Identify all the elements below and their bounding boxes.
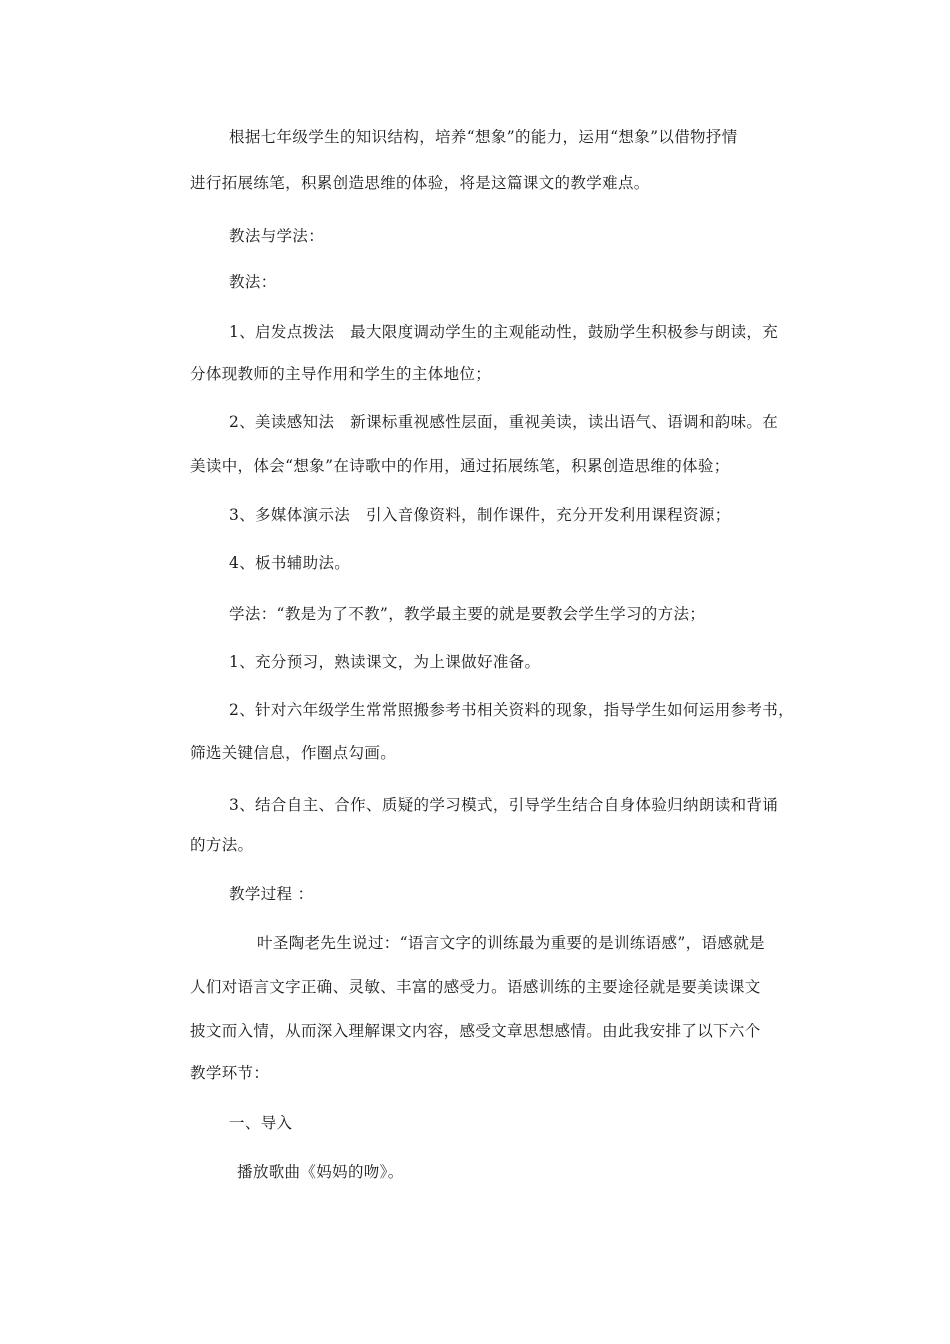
list-item: 4、板书辅助法。 [229,554,351,572]
subsection-heading: 学法：“教是为了不教”，教学最主要的就是要教会学生学习的方法； [229,605,706,623]
paragraph-line: 播放歌曲《妈妈的吻》。 [237,1163,404,1181]
paragraph-line: 人们对语言文字正确、灵敏、丰富的感受力。语感训练的主要途径就是要美读课文 [190,978,761,996]
paragraph-line: 叶圣陶老先生说过：“语言文字的训练最为重要的是训练语感”，语感就是 [257,934,765,952]
paragraph-line: 教学环节： [190,1064,270,1082]
list-item: 2、美读感知法 新课标重视感性层面，重视美读，读出语气、语调和韵味。在 [229,413,779,431]
paragraph-line: 进行拓展练笔，积累创造思维的体验，将是这篇课文的教学难点。 [190,174,650,192]
paragraph-line: 筛选关键信息，作圈点勾画。 [190,744,397,762]
paragraph-line: 披文而入情，从而深入理解课文内容，感受文章思想感情。由此我安排了以下六个 [190,1022,761,1040]
section-heading: 教法与学法： [229,227,325,245]
paragraph-line: 的方法。 [190,836,254,854]
section-heading: 教学过程 ： [229,885,314,903]
paragraph-line: 根据七年级学生的知识结构，培养“想象”的能力，运用“想象”以借物抒情 [229,128,738,146]
subsection-heading: 教法： [229,273,277,291]
section-heading: 一、导入 [229,1114,293,1132]
paragraph-line: 美读中，体会“想象”在诗歌中的作用，通过拓展练笔，积累创造思维的体验； [190,457,730,475]
list-item: 2、针对六年级学生常常照搬参考书相关资料的现象，指导学生如何运用参考书， [229,701,794,719]
list-item: 1、充分预习，熟读课文，为上课做好准备。 [229,653,541,671]
paragraph-line: 分体现教师的主导作用和学生的主体地位； [190,365,492,383]
list-item: 3、结合自主、合作、质疑的学习模式，引导学生结合自身体验归纳朗读和背诵 [229,796,779,814]
list-item: 3、多媒体演示法 引入音像资料，制作课件，充分开发利用课程资源； [229,506,731,524]
list-item: 1、启发点拨法 最大限度调动学生的主观能动性，鼓励学生积极参与朗读，充 [229,323,779,341]
